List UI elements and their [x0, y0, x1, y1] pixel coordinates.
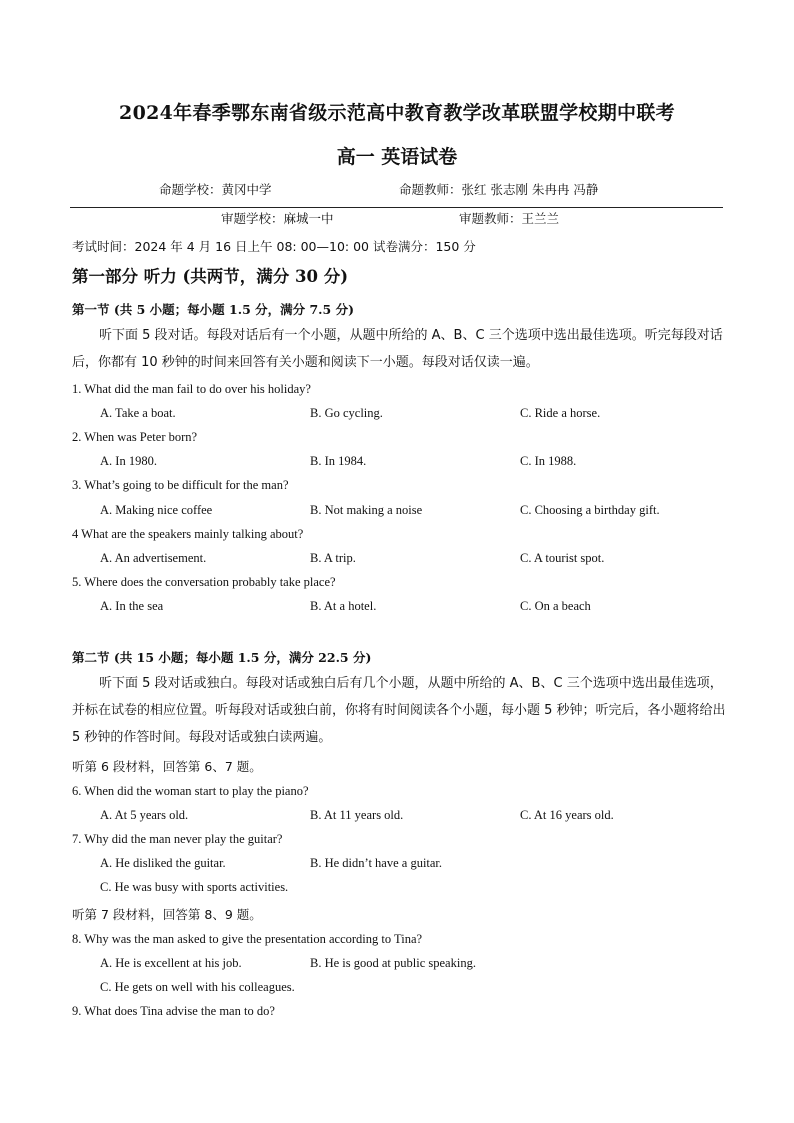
question-6: 6. When did the woman start to play the piano?: [72, 784, 309, 798]
review-school: 审题学校：麻城一中: [221, 211, 334, 226]
q2-option-a: A. In 1980.: [100, 454, 157, 468]
q4-option-b: B. A trip.: [310, 551, 356, 565]
q5-option-c: C. On a beach: [520, 599, 591, 613]
question-3: 3. What’s going to be difficult for the man?: [72, 478, 289, 492]
question-9: 9. What does Tina advise the man to do?: [72, 1004, 275, 1018]
q1-option-b: B. Go cycling.: [310, 406, 383, 420]
q3-option-a: A. Making nice coffee: [100, 503, 213, 517]
question-4: 4 What are the speakers mainly talking about?: [72, 527, 304, 541]
q4-option-a: A. An advertisement.: [100, 551, 207, 565]
q8-option-c: C. He gets on well with his colleagues.: [100, 980, 295, 994]
q3-option-c: C. Choosing a birthday gift.: [520, 503, 660, 517]
header-divider: [70, 207, 723, 208]
q2-option-c: C. In 1988.: [520, 454, 577, 468]
question-1: 1. What did the man fail to do over his holiday?: [72, 382, 311, 396]
q6-option-b: B. At 11 years old.: [310, 808, 404, 822]
q7-option-c: C. He was busy with sports activities.: [100, 880, 289, 894]
question-8: 8. Why was the man asked to give the presentation according to Tina?: [72, 932, 423, 946]
material-7-label: 听第 7 段材料，回答第 8、9 题。: [72, 907, 262, 922]
q1-option-a: A. Take a boat.: [100, 406, 176, 420]
question-7: 7. Why did the man never play the guitar?: [72, 832, 283, 846]
author-school: 命题学校：黄冈中学: [159, 182, 272, 197]
question-5: 5. Where does the conversation probably take place?: [72, 575, 336, 589]
q6-option-c: C. At 16 years old.: [520, 808, 614, 822]
q5-option-a: A. In the sea: [100, 599, 164, 613]
section1-title: 第一节 (共 5 小题；每小题 1.5 分，满分 7.5 分): [72, 302, 354, 317]
section2-instructions: 听下面 5 段对话或独白。每段对话或独白后有几个小题，从题中所给的 A、B、C 三个选项中选出最佳选项，并标在试卷的相应位置。听每段对话或独白前，你将有时间阅读各个小题，每小题 5 秒钟；听完后，各小题将给出 5 秒钟的作答时间。每段对话或独白读两遍。: [72, 676, 726, 745]
exam-info: 考试时间：2024 年 4 月 16 日上午 08: 00—10: 00 试卷满分：150 分: [72, 239, 476, 254]
q3-option-b: B. Not making a noise: [310, 503, 423, 517]
exam-subtitle: 高一 英语试卷: [336, 146, 458, 168]
q8-option-a: A. He is excellent at his job.: [100, 956, 242, 970]
q2-option-b: B. In 1984.: [310, 454, 367, 468]
q5-option-b: B. At a hotel.: [310, 599, 377, 613]
part1-title: 第一部分 听力 (共两节，满分 30 分): [72, 267, 349, 286]
question-2: 2. When was Peter born?: [72, 430, 198, 444]
q6-option-a: A. At 5 years old.: [100, 808, 189, 822]
q4-option-c: C. A tourist spot.: [520, 551, 605, 565]
author-teachers: 命题教师：张红 张志刚 朱冉冉 冯静: [399, 182, 599, 197]
q1-option-c: C. Ride a horse.: [520, 406, 601, 420]
section2-title: 第二节 (共 15 小题；每小题 1.5 分，满分 22.5 分): [72, 650, 372, 665]
review-teacher: 审题教师：王兰兰: [459, 211, 560, 226]
q8-option-b: B. He is good at public speaking.: [310, 956, 476, 970]
q7-option-b: B. He didn’t have a guitar.: [310, 856, 443, 870]
section1-instructions: 听下面 5 段对话。每段对话后有一个小题，从题中所给的 A、B、C 三个选项中选出最佳选项。听完每段对话后，你都有 10 秒钟的时间来回答有关小题和阅读下一小题。每段对话仅读一遍。: [72, 328, 723, 370]
q7-option-a: A. He disliked the guitar.: [100, 856, 226, 870]
material-6-label: 听第 6 段材料，回答第 6、7 题。: [72, 759, 262, 774]
exam-title: 2024年春季鄂东南省级示范高中教育教学改革联盟学校期中联考: [119, 102, 675, 124]
